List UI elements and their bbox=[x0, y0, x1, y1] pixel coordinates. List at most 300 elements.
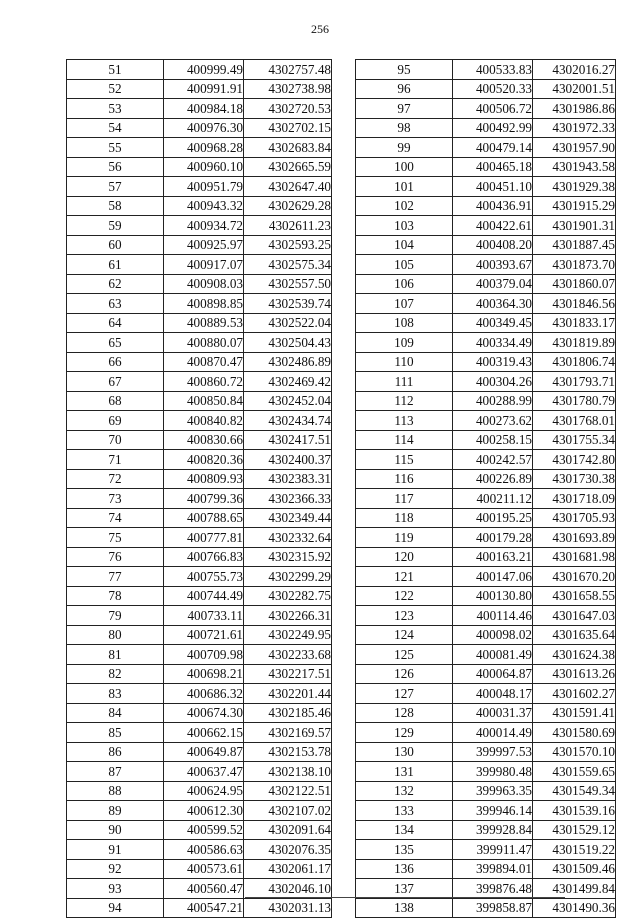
point-number-cell: 118 bbox=[356, 508, 453, 528]
y-coordinate-cell: 4302217.51 bbox=[244, 664, 332, 684]
table-row bbox=[67, 79, 332, 99]
point-number-cell: 122 bbox=[356, 586, 453, 606]
point-number-cell: 101 bbox=[356, 177, 453, 197]
x-coordinate-cell: 400820.36 bbox=[164, 450, 244, 470]
y-coordinate-cell: 4302557.50 bbox=[244, 274, 332, 294]
table-row bbox=[356, 391, 616, 411]
point-number-cell: 133 bbox=[356, 801, 453, 821]
point-number-cell: 128 bbox=[356, 703, 453, 723]
y-coordinate-cell: 4302201.44 bbox=[244, 684, 332, 704]
table-row bbox=[67, 547, 332, 567]
point-number-cell: 126 bbox=[356, 664, 453, 684]
table-row bbox=[356, 60, 616, 80]
table-row bbox=[67, 567, 332, 587]
y-coordinate-cell: 4301755.34 bbox=[533, 430, 616, 450]
table-row bbox=[67, 99, 332, 119]
table-row bbox=[67, 216, 332, 236]
point-number-cell: 57 bbox=[67, 177, 164, 197]
y-coordinate-cell: 4301613.26 bbox=[533, 664, 616, 684]
page-number: 256 bbox=[311, 22, 329, 36]
x-coordinate-cell: 400612.30 bbox=[164, 801, 244, 821]
x-coordinate-cell: 400917.07 bbox=[164, 255, 244, 275]
x-coordinate-cell: 400081.49 bbox=[453, 645, 533, 665]
y-coordinate-cell: 4301806.74 bbox=[533, 352, 616, 372]
table-row bbox=[67, 177, 332, 197]
table-row bbox=[67, 294, 332, 314]
table-row bbox=[356, 801, 616, 821]
point-number-cell: 134 bbox=[356, 820, 453, 840]
point-number-cell: 102 bbox=[356, 196, 453, 216]
point-number-cell: 97 bbox=[356, 99, 453, 119]
x-coordinate-cell: 400733.11 bbox=[164, 606, 244, 626]
table-row bbox=[67, 60, 332, 80]
x-coordinate-cell: 400211.12 bbox=[453, 489, 533, 509]
table-row bbox=[356, 430, 616, 450]
x-coordinate-cell: 400649.87 bbox=[164, 742, 244, 762]
point-number-cell: 79 bbox=[67, 606, 164, 626]
point-number-cell: 52 bbox=[67, 79, 164, 99]
x-coordinate-cell: 400709.98 bbox=[164, 645, 244, 665]
y-coordinate-cell: 4302383.31 bbox=[244, 469, 332, 489]
point-number-cell: 88 bbox=[67, 781, 164, 801]
y-coordinate-cell: 4302738.98 bbox=[244, 79, 332, 99]
table-row bbox=[67, 138, 332, 158]
x-coordinate-cell: 400976.30 bbox=[164, 118, 244, 138]
y-coordinate-cell: 4302575.34 bbox=[244, 255, 332, 275]
table-row bbox=[356, 313, 616, 333]
point-number-cell: 111 bbox=[356, 372, 453, 392]
y-coordinate-cell: 4301833.17 bbox=[533, 313, 616, 333]
y-coordinate-cell: 4302611.23 bbox=[244, 216, 332, 236]
y-coordinate-cell: 4301499.84 bbox=[533, 879, 616, 899]
y-coordinate-cell: 4301901.31 bbox=[533, 216, 616, 236]
table-row bbox=[67, 391, 332, 411]
x-coordinate-cell: 400334.49 bbox=[453, 333, 533, 353]
point-number-cell: 77 bbox=[67, 567, 164, 587]
table-row bbox=[67, 898, 332, 918]
table-row bbox=[67, 450, 332, 470]
y-coordinate-cell: 4301915.29 bbox=[533, 196, 616, 216]
table-row bbox=[67, 352, 332, 372]
point-number-cell: 51 bbox=[67, 60, 164, 80]
x-coordinate-cell: 400721.61 bbox=[164, 625, 244, 645]
x-coordinate-cell: 400960.10 bbox=[164, 157, 244, 177]
y-coordinate-cell: 4301860.07 bbox=[533, 274, 616, 294]
x-coordinate-cell: 400492.99 bbox=[453, 118, 533, 138]
table-row bbox=[356, 820, 616, 840]
y-coordinate-cell: 4301570.10 bbox=[533, 742, 616, 762]
y-coordinate-cell: 4302647.40 bbox=[244, 177, 332, 197]
point-number-cell: 85 bbox=[67, 723, 164, 743]
x-coordinate-cell: 400048.17 bbox=[453, 684, 533, 704]
x-coordinate-cell: 400273.62 bbox=[453, 411, 533, 431]
table-row bbox=[356, 528, 616, 548]
table-row bbox=[356, 684, 616, 704]
table-row bbox=[67, 255, 332, 275]
y-coordinate-cell: 4302434.74 bbox=[244, 411, 332, 431]
table-row bbox=[356, 333, 616, 353]
y-coordinate-cell: 4302122.51 bbox=[244, 781, 332, 801]
x-coordinate-cell: 400242.57 bbox=[453, 450, 533, 470]
x-coordinate-cell: 400506.72 bbox=[453, 99, 533, 119]
point-number-cell: 83 bbox=[67, 684, 164, 704]
table-row bbox=[356, 352, 616, 372]
x-coordinate-cell: 400547.21 bbox=[164, 898, 244, 918]
table-row bbox=[67, 411, 332, 431]
table-row bbox=[356, 294, 616, 314]
x-coordinate-cell: 400624.95 bbox=[164, 781, 244, 801]
y-coordinate-cell: 4302720.53 bbox=[244, 99, 332, 119]
y-coordinate-cell: 4301580.69 bbox=[533, 723, 616, 743]
y-coordinate-cell: 4302665.59 bbox=[244, 157, 332, 177]
table-row bbox=[356, 235, 616, 255]
table-row bbox=[67, 742, 332, 762]
point-number-cell: 63 bbox=[67, 294, 164, 314]
point-number-cell: 53 bbox=[67, 99, 164, 119]
y-coordinate-cell: 4302629.28 bbox=[244, 196, 332, 216]
point-number-cell: 87 bbox=[67, 762, 164, 782]
y-coordinate-cell: 4301957.90 bbox=[533, 138, 616, 158]
point-number-cell: 93 bbox=[67, 879, 164, 899]
point-number-cell: 60 bbox=[67, 235, 164, 255]
y-coordinate-cell: 4302504.43 bbox=[244, 333, 332, 353]
x-coordinate-cell: 400840.82 bbox=[164, 411, 244, 431]
point-number-cell: 123 bbox=[356, 606, 453, 626]
point-number-cell: 68 bbox=[67, 391, 164, 411]
x-coordinate-cell: 400766.83 bbox=[164, 547, 244, 567]
x-coordinate-cell: 400898.85 bbox=[164, 294, 244, 314]
bottom-rule bbox=[245, 897, 565, 898]
table-row bbox=[356, 742, 616, 762]
x-coordinate-cell: 400031.37 bbox=[453, 703, 533, 723]
x-coordinate-cell: 400147.06 bbox=[453, 567, 533, 587]
x-coordinate-cell: 400755.73 bbox=[164, 567, 244, 587]
x-coordinate-cell: 400304.26 bbox=[453, 372, 533, 392]
point-number-cell: 124 bbox=[356, 625, 453, 645]
point-number-cell: 109 bbox=[356, 333, 453, 353]
point-number-cell: 84 bbox=[67, 703, 164, 723]
point-number-cell: 121 bbox=[356, 567, 453, 587]
y-coordinate-cell: 4302001.51 bbox=[533, 79, 616, 99]
x-coordinate-cell: 400908.03 bbox=[164, 274, 244, 294]
x-coordinate-cell: 399997.53 bbox=[453, 742, 533, 762]
table-row bbox=[356, 625, 616, 645]
x-coordinate-cell: 400744.49 bbox=[164, 586, 244, 606]
table-row bbox=[67, 333, 332, 353]
x-coordinate-cell: 399946.14 bbox=[453, 801, 533, 821]
table-row bbox=[67, 586, 332, 606]
y-coordinate-cell: 4302138.10 bbox=[244, 762, 332, 782]
x-coordinate-cell: 400586.63 bbox=[164, 840, 244, 860]
y-coordinate-cell: 4302016.27 bbox=[533, 60, 616, 80]
point-number-cell: 81 bbox=[67, 645, 164, 665]
point-number-cell: 99 bbox=[356, 138, 453, 158]
coordinates-table-left bbox=[66, 59, 332, 918]
x-coordinate-cell: 400968.28 bbox=[164, 138, 244, 158]
y-coordinate-cell: 4302031.13 bbox=[244, 898, 332, 918]
point-number-cell: 116 bbox=[356, 469, 453, 489]
point-number-cell: 82 bbox=[67, 664, 164, 684]
x-coordinate-cell: 400799.36 bbox=[164, 489, 244, 509]
y-coordinate-cell: 4302702.15 bbox=[244, 118, 332, 138]
point-number-cell: 108 bbox=[356, 313, 453, 333]
point-number-cell: 67 bbox=[67, 372, 164, 392]
table-row bbox=[356, 664, 616, 684]
x-coordinate-cell: 400014.49 bbox=[453, 723, 533, 743]
table-row bbox=[356, 99, 616, 119]
table-row bbox=[67, 489, 332, 509]
point-number-cell: 115 bbox=[356, 450, 453, 470]
y-coordinate-cell: 4301887.45 bbox=[533, 235, 616, 255]
y-coordinate-cell: 4302522.04 bbox=[244, 313, 332, 333]
table-row bbox=[356, 255, 616, 275]
x-coordinate-cell: 400479.14 bbox=[453, 138, 533, 158]
x-coordinate-cell: 400288.99 bbox=[453, 391, 533, 411]
x-coordinate-cell: 400999.49 bbox=[164, 60, 244, 80]
point-number-cell: 55 bbox=[67, 138, 164, 158]
x-coordinate-cell: 400788.65 bbox=[164, 508, 244, 528]
point-number-cell: 65 bbox=[67, 333, 164, 353]
table-row bbox=[356, 79, 616, 99]
y-coordinate-cell: 4301549.34 bbox=[533, 781, 616, 801]
table-row bbox=[356, 586, 616, 606]
table-row bbox=[356, 177, 616, 197]
x-coordinate-cell: 400934.72 bbox=[164, 216, 244, 236]
table-row bbox=[67, 118, 332, 138]
y-coordinate-cell: 4301943.58 bbox=[533, 157, 616, 177]
table-row bbox=[356, 781, 616, 801]
y-coordinate-cell: 4301846.56 bbox=[533, 294, 616, 314]
table-row bbox=[356, 879, 616, 899]
y-coordinate-cell: 4301768.01 bbox=[533, 411, 616, 431]
point-number-cell: 54 bbox=[67, 118, 164, 138]
point-number-cell: 89 bbox=[67, 801, 164, 821]
y-coordinate-cell: 4301602.27 bbox=[533, 684, 616, 704]
table-row bbox=[356, 372, 616, 392]
y-coordinate-cell: 4302185.46 bbox=[244, 703, 332, 723]
y-coordinate-cell: 4302400.37 bbox=[244, 450, 332, 470]
point-number-cell: 92 bbox=[67, 859, 164, 879]
x-coordinate-cell: 400179.28 bbox=[453, 528, 533, 548]
y-coordinate-cell: 4302046.10 bbox=[244, 879, 332, 899]
x-coordinate-cell: 400777.81 bbox=[164, 528, 244, 548]
point-number-cell: 136 bbox=[356, 859, 453, 879]
point-number-cell: 94 bbox=[67, 898, 164, 918]
y-coordinate-cell: 4302417.51 bbox=[244, 430, 332, 450]
x-coordinate-cell: 399911.47 bbox=[453, 840, 533, 860]
point-number-cell: 75 bbox=[67, 528, 164, 548]
point-number-cell: 120 bbox=[356, 547, 453, 567]
y-coordinate-cell: 4301742.80 bbox=[533, 450, 616, 470]
x-coordinate-cell: 399894.01 bbox=[453, 859, 533, 879]
y-coordinate-cell: 4302169.57 bbox=[244, 723, 332, 743]
point-number-cell: 137 bbox=[356, 879, 453, 899]
y-coordinate-cell: 4302469.42 bbox=[244, 372, 332, 392]
x-coordinate-cell: 400860.72 bbox=[164, 372, 244, 392]
table-row bbox=[67, 684, 332, 704]
y-coordinate-cell: 4301730.38 bbox=[533, 469, 616, 489]
point-number-cell: 90 bbox=[67, 820, 164, 840]
y-coordinate-cell: 4301986.86 bbox=[533, 99, 616, 119]
y-coordinate-cell: 4301793.71 bbox=[533, 372, 616, 392]
y-coordinate-cell: 4302452.04 bbox=[244, 391, 332, 411]
point-number-cell: 70 bbox=[67, 430, 164, 450]
table-row bbox=[356, 274, 616, 294]
point-number-cell: 80 bbox=[67, 625, 164, 645]
point-number-cell: 100 bbox=[356, 157, 453, 177]
point-number-cell: 58 bbox=[67, 196, 164, 216]
table-row bbox=[67, 274, 332, 294]
table-row bbox=[67, 723, 332, 743]
point-number-cell: 106 bbox=[356, 274, 453, 294]
x-coordinate-cell: 400698.21 bbox=[164, 664, 244, 684]
x-coordinate-cell: 400130.80 bbox=[453, 586, 533, 606]
point-number-cell: 71 bbox=[67, 450, 164, 470]
point-number-cell: 72 bbox=[67, 469, 164, 489]
x-coordinate-cell: 400951.79 bbox=[164, 177, 244, 197]
table-row bbox=[67, 313, 332, 333]
table-row bbox=[67, 157, 332, 177]
y-coordinate-cell: 4301873.70 bbox=[533, 255, 616, 275]
point-number-cell: 61 bbox=[67, 255, 164, 275]
x-coordinate-cell: 399980.48 bbox=[453, 762, 533, 782]
y-coordinate-cell: 4302233.68 bbox=[244, 645, 332, 665]
y-coordinate-cell: 4301718.09 bbox=[533, 489, 616, 509]
y-coordinate-cell: 4302076.35 bbox=[244, 840, 332, 860]
x-coordinate-cell: 400163.21 bbox=[453, 547, 533, 567]
x-coordinate-cell: 399858.87 bbox=[453, 898, 533, 918]
x-coordinate-cell: 400984.18 bbox=[164, 99, 244, 119]
y-coordinate-cell: 4302366.33 bbox=[244, 489, 332, 509]
x-coordinate-cell: 400098.02 bbox=[453, 625, 533, 645]
x-coordinate-cell: 400422.61 bbox=[453, 216, 533, 236]
table-row bbox=[356, 469, 616, 489]
point-number-cell: 125 bbox=[356, 645, 453, 665]
y-coordinate-cell: 4301670.20 bbox=[533, 567, 616, 587]
point-number-cell: 132 bbox=[356, 781, 453, 801]
table-row bbox=[67, 508, 332, 528]
x-coordinate-cell: 399963.35 bbox=[453, 781, 533, 801]
x-coordinate-cell: 400064.87 bbox=[453, 664, 533, 684]
point-number-cell: 76 bbox=[67, 547, 164, 567]
point-number-cell: 95 bbox=[356, 60, 453, 80]
table-row bbox=[356, 118, 616, 138]
x-coordinate-cell: 400195.25 bbox=[453, 508, 533, 528]
point-number-cell: 105 bbox=[356, 255, 453, 275]
x-coordinate-cell: 400393.67 bbox=[453, 255, 533, 275]
x-coordinate-cell: 400870.47 bbox=[164, 352, 244, 372]
x-coordinate-cell: 400319.43 bbox=[453, 352, 533, 372]
y-coordinate-cell: 4302349.44 bbox=[244, 508, 332, 528]
point-number-cell: 78 bbox=[67, 586, 164, 606]
y-coordinate-cell: 4302266.31 bbox=[244, 606, 332, 626]
y-coordinate-cell: 4301559.65 bbox=[533, 762, 616, 782]
x-coordinate-cell: 400925.97 bbox=[164, 235, 244, 255]
y-coordinate-cell: 4301529.12 bbox=[533, 820, 616, 840]
y-coordinate-cell: 4301819.89 bbox=[533, 333, 616, 353]
table-row bbox=[67, 645, 332, 665]
y-coordinate-cell: 4301624.38 bbox=[533, 645, 616, 665]
point-number-cell: 130 bbox=[356, 742, 453, 762]
point-number-cell: 114 bbox=[356, 430, 453, 450]
point-number-cell: 98 bbox=[356, 118, 453, 138]
x-coordinate-cell: 400573.61 bbox=[164, 859, 244, 879]
y-coordinate-cell: 4301490.36 bbox=[533, 898, 616, 918]
y-coordinate-cell: 4302683.84 bbox=[244, 138, 332, 158]
table-row bbox=[356, 859, 616, 879]
table-row bbox=[67, 625, 332, 645]
table-row bbox=[67, 235, 332, 255]
x-coordinate-cell: 399876.48 bbox=[453, 879, 533, 899]
x-coordinate-cell: 400850.84 bbox=[164, 391, 244, 411]
point-number-cell: 66 bbox=[67, 352, 164, 372]
point-number-cell: 86 bbox=[67, 742, 164, 762]
point-number-cell: 127 bbox=[356, 684, 453, 704]
table-row bbox=[356, 567, 616, 587]
x-coordinate-cell: 400408.20 bbox=[453, 235, 533, 255]
point-number-cell: 110 bbox=[356, 352, 453, 372]
y-coordinate-cell: 4301658.55 bbox=[533, 586, 616, 606]
x-coordinate-cell: 400991.91 bbox=[164, 79, 244, 99]
table-row bbox=[67, 820, 332, 840]
table-row bbox=[356, 840, 616, 860]
table-row bbox=[356, 508, 616, 528]
table-row bbox=[67, 372, 332, 392]
table-row bbox=[67, 840, 332, 860]
x-coordinate-cell: 400258.15 bbox=[453, 430, 533, 450]
table-row bbox=[356, 196, 616, 216]
coordinates-table-right bbox=[355, 59, 616, 918]
x-coordinate-cell: 400674.30 bbox=[164, 703, 244, 723]
y-coordinate-cell: 4302282.75 bbox=[244, 586, 332, 606]
y-coordinate-cell: 4302299.29 bbox=[244, 567, 332, 587]
table-row bbox=[67, 430, 332, 450]
table-row bbox=[356, 645, 616, 665]
y-coordinate-cell: 4302061.17 bbox=[244, 859, 332, 879]
x-coordinate-cell: 400809.93 bbox=[164, 469, 244, 489]
table-row bbox=[356, 411, 616, 431]
point-number-cell: 69 bbox=[67, 411, 164, 431]
x-coordinate-cell: 400349.45 bbox=[453, 313, 533, 333]
point-number-cell: 131 bbox=[356, 762, 453, 782]
y-coordinate-cell: 4302315.92 bbox=[244, 547, 332, 567]
point-number-cell: 74 bbox=[67, 508, 164, 528]
y-coordinate-cell: 4302091.64 bbox=[244, 820, 332, 840]
y-coordinate-cell: 4302153.78 bbox=[244, 742, 332, 762]
x-coordinate-cell: 400465.18 bbox=[453, 157, 533, 177]
x-coordinate-cell: 400364.30 bbox=[453, 294, 533, 314]
y-coordinate-cell: 4301705.93 bbox=[533, 508, 616, 528]
y-coordinate-cell: 4301539.16 bbox=[533, 801, 616, 821]
y-coordinate-cell: 4301591.41 bbox=[533, 703, 616, 723]
x-coordinate-cell: 400560.47 bbox=[164, 879, 244, 899]
y-coordinate-cell: 4302249.95 bbox=[244, 625, 332, 645]
table-row bbox=[67, 528, 332, 548]
table-row bbox=[67, 859, 332, 879]
point-number-cell: 96 bbox=[356, 79, 453, 99]
x-coordinate-cell: 400226.89 bbox=[453, 469, 533, 489]
point-number-cell: 56 bbox=[67, 157, 164, 177]
table-row bbox=[356, 157, 616, 177]
table-row bbox=[356, 723, 616, 743]
x-coordinate-cell: 400880.07 bbox=[164, 333, 244, 353]
x-coordinate-cell: 400114.46 bbox=[453, 606, 533, 626]
y-coordinate-cell: 4301635.64 bbox=[533, 625, 616, 645]
point-number-cell: 112 bbox=[356, 391, 453, 411]
point-number-cell: 64 bbox=[67, 313, 164, 333]
x-coordinate-cell: 400379.04 bbox=[453, 274, 533, 294]
point-number-cell: 103 bbox=[356, 216, 453, 236]
